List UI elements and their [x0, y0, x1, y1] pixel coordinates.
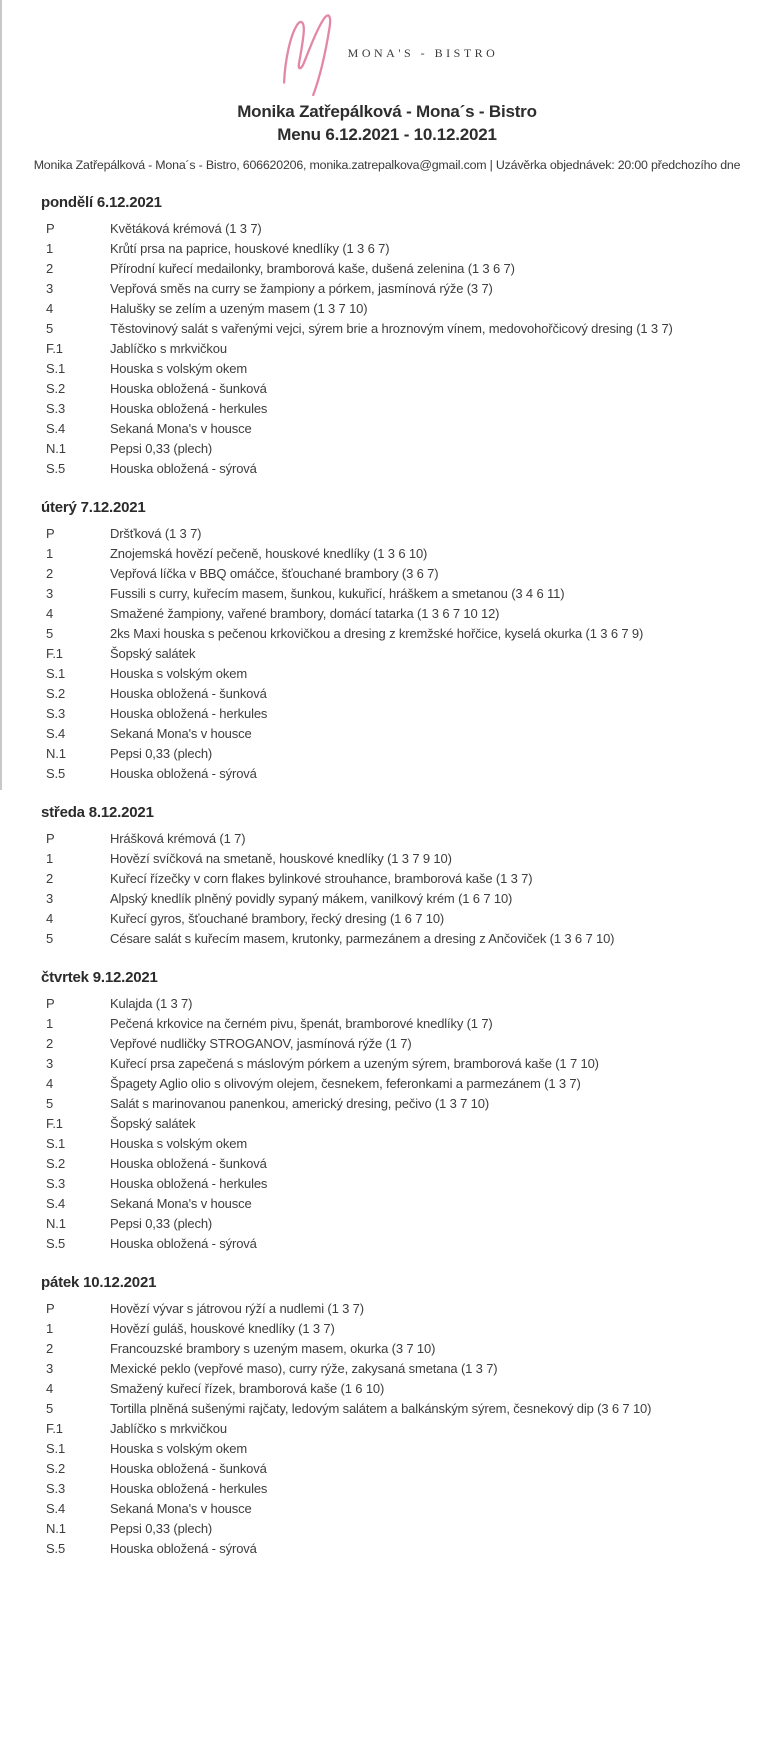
- menu-item-row: [0, 1399, 774, 1419]
- item-code: S.3: [46, 1481, 66, 1496]
- item-description: Houska obložená - sýrová: [110, 766, 257, 781]
- menu-item-row: [0, 1419, 774, 1439]
- menu-header: [0, 0, 774, 172]
- bistro-logo: [0, 10, 774, 96]
- item-code: F.1: [46, 1116, 63, 1131]
- menu-item-row: [0, 849, 774, 869]
- item-description: Přírodní kuřecí medailonky, bramborová kaše, dušená zelenina (1 3 6 7): [110, 261, 515, 276]
- logo-m-monogram-icon: [276, 10, 338, 96]
- item-code: F.1: [46, 341, 63, 356]
- item-description: Smažený kuřecí řízek, bramborová kaše (1 6 10): [110, 1381, 385, 1396]
- item-code: S.2: [46, 686, 66, 701]
- day-section: [0, 194, 774, 479]
- menu-item-row: [0, 524, 774, 544]
- item-code: 1: [46, 851, 54, 866]
- menu-days: [0, 172, 774, 1559]
- menu-item-row: [0, 829, 774, 849]
- menu-item-row: [0, 869, 774, 889]
- item-description: Kuřecí prsa zapečená s máslovým pórkem a uzeným sýrem, bramborová kaše (1 7 10): [110, 1056, 599, 1071]
- menu-item-row: [0, 564, 774, 584]
- item-description: Sekaná Mona's v housce: [110, 421, 252, 436]
- item-description: Houska obložená - herkules: [110, 1481, 268, 1496]
- item-description: Sekaná Mona's v housce: [110, 1501, 252, 1516]
- menu-item-row: [0, 279, 774, 299]
- menu-item-row: [0, 724, 774, 744]
- item-description: Halušky se zelím a uzeným masem (1 3 7 10): [110, 301, 368, 316]
- contact-line: Monika Zatřepálková - Mona´s - Bistro, 606620206, monika.zatrepalkova@gmail.com | Uzávěrka objednávek: 20:00 předchozího dne: [33, 158, 741, 172]
- item-code: P: [46, 831, 55, 846]
- item-code: S.3: [46, 1176, 66, 1191]
- item-description: Pečená krkovice na černém pivu, špenát, bramborové knedlíky (1 7): [110, 1016, 493, 1031]
- menu-item-row: [0, 764, 774, 784]
- item-description: Smažené žampiony, vařené brambory, domácí tatarka (1 3 6 7 10 12): [110, 606, 500, 621]
- item-description: Houska obložená - sýrová: [110, 461, 257, 476]
- menu-item-row: [0, 439, 774, 459]
- item-description: Krůtí prsa na paprice, houskové knedlíky (1 3 6 7): [110, 241, 390, 256]
- menu-item-row: [0, 584, 774, 604]
- day-section: [0, 499, 774, 784]
- menu-item-row: [0, 1299, 774, 1319]
- menu-item-row: [0, 1439, 774, 1459]
- menu-item-row: [0, 929, 774, 949]
- item-description: Houska obložená - herkules: [110, 401, 268, 416]
- menu-item-row: [0, 1034, 774, 1054]
- item-description: Špagety Aglio olio s olivovým olejem, česnekem, feferonkami a parmezánem (1 3 7): [110, 1076, 581, 1091]
- logo-brand-text: MONA'S - BISTRO: [347, 45, 499, 60]
- item-description: Pepsi 0,33 (plech): [110, 441, 213, 456]
- menu-item-row: [0, 1094, 774, 1114]
- item-description: Vepřová líčka v BBQ omáčce, šťouchané brambory (3 6 7): [110, 566, 439, 581]
- item-code: P: [46, 1301, 55, 1316]
- item-code: 4: [46, 911, 54, 926]
- menu-item-row: [0, 644, 774, 664]
- item-code: S.4: [46, 1196, 66, 1211]
- item-code: 1: [46, 546, 54, 561]
- item-code: S.1: [46, 361, 66, 376]
- item-code: S.4: [46, 726, 66, 741]
- item-code: 3: [46, 281, 54, 296]
- item-description: Hrášková krémová (1 7): [110, 831, 246, 846]
- menu-item-row: [0, 1154, 774, 1174]
- menu-item-row: [0, 889, 774, 909]
- item-code: 1: [46, 1321, 54, 1336]
- item-description: Jablíčko s mrkvičkou: [110, 341, 227, 356]
- menu-item-row: [0, 744, 774, 764]
- menu-item-row: [0, 399, 774, 419]
- item-description: Kuřecí řízečky v corn flakes bylinkové strouhance, bramborová kaše (1 3 7): [110, 871, 533, 886]
- item-description: Houska s volským okem: [110, 361, 248, 376]
- menu-item-row: [0, 544, 774, 564]
- menu-item-row: [0, 1174, 774, 1194]
- item-description: Šopský salátek: [110, 646, 196, 661]
- menu-item-row: [0, 1114, 774, 1134]
- day-heading: pondělí 6.12.2021: [41, 194, 162, 211]
- item-code: S.1: [46, 1136, 66, 1151]
- item-description: Alpský knedlík plněný povidly sypaný mákem, vanilkový krém (1 6 7 10): [110, 891, 513, 906]
- item-code: P: [46, 526, 55, 541]
- item-code: S.2: [46, 1461, 66, 1476]
- item-code: 3: [46, 1361, 54, 1376]
- item-description: Kulajda (1 3 7): [110, 996, 193, 1011]
- item-description: Kuřecí gyros, šťouchané brambory, řecký dresing (1 6 7 10): [110, 911, 445, 926]
- page-title: Monika Zatřepálková - Mona´s - Bistro: [237, 102, 537, 121]
- item-description: Sekaná Mona's v housce: [110, 1196, 252, 1211]
- menu-item-row: [0, 319, 774, 339]
- item-code: S.5: [46, 1541, 66, 1556]
- menu-item-row: [0, 1319, 774, 1339]
- item-code: S.5: [46, 461, 66, 476]
- day-section: [0, 804, 774, 949]
- item-description: Houska s volským okem: [110, 666, 248, 681]
- item-description: Houska obložená - herkules: [110, 1176, 268, 1191]
- item-code: N.1: [46, 746, 66, 761]
- item-description: Houska s volským okem: [110, 1441, 248, 1456]
- menu-item-row: [0, 1459, 774, 1479]
- item-code: 3: [46, 891, 54, 906]
- item-description: Znojemská hovězí pečeně, houskové knedlíky (1 3 6 10): [110, 546, 428, 561]
- item-code: F.1: [46, 1421, 63, 1436]
- item-description: Houska obložená - sýrová: [110, 1541, 257, 1556]
- item-code: 1: [46, 1016, 54, 1031]
- item-code: 1: [46, 241, 54, 256]
- item-code: 2: [46, 1341, 54, 1356]
- item-code: 5: [46, 626, 54, 641]
- item-code: S.3: [46, 401, 66, 416]
- day-heading: pátek 10.12.2021: [41, 1274, 157, 1291]
- item-description: 2ks Maxi houska s pečenou krkovičkou a dresing z kremžské hořčice, kyselá okurka (1 3 6 7 9): [110, 626, 644, 641]
- item-description: Vepřová směs na curry se žampiony a pórkem, jasmínová rýže (3 7): [110, 281, 493, 296]
- menu-item-row: [0, 379, 774, 399]
- menu-item-row: [0, 299, 774, 319]
- item-code: P: [46, 996, 55, 1011]
- menu-item-row: [0, 459, 774, 479]
- menu-item-row: [0, 1214, 774, 1234]
- item-code: 3: [46, 1056, 54, 1071]
- item-code: S.4: [46, 421, 66, 436]
- item-description: Těstovinový salát s vařenými vejci, sýrem brie a hroznovým vínem, medovohořčicový dresing (1 3 7): [110, 321, 673, 336]
- menu-item-row: [0, 624, 774, 644]
- item-description: Francouzské brambory s uzeným masem, okurka (3 7 10): [110, 1341, 436, 1356]
- menu-item-row: [0, 1134, 774, 1154]
- item-description: Vepřové nudličky STROGANOV, jasmínová rýže (1 7): [110, 1036, 412, 1051]
- menu-item-row: [0, 1479, 774, 1499]
- item-description: Jablíčko s mrkvičkou: [110, 1421, 227, 1436]
- item-code: S.5: [46, 766, 66, 781]
- item-description: Houska obložená - šunková: [110, 381, 267, 396]
- item-description: Hovězí guláš, houskové knedlíky (1 3 7): [110, 1321, 335, 1336]
- day-section: [0, 1274, 774, 1559]
- item-description: Houska obložená - šunková: [110, 1461, 267, 1476]
- item-code: S.2: [46, 381, 66, 396]
- item-description: Hovězí svíčková na smetaně, houskové knedlíky (1 3 7 9 10): [110, 851, 452, 866]
- item-description: Houska obložená - herkules: [110, 706, 268, 721]
- item-code: P: [46, 221, 55, 236]
- menu-item-row: [0, 664, 774, 684]
- item-code: 4: [46, 606, 54, 621]
- item-description: Houska obložená - sýrová: [110, 1236, 257, 1251]
- item-code: 5: [46, 1096, 54, 1111]
- item-description: Květáková krémová (1 3 7): [110, 221, 262, 236]
- menu-item-row: [0, 1519, 774, 1539]
- menu-item-row: [0, 1234, 774, 1254]
- item-code: 2: [46, 566, 54, 581]
- item-description: Pepsi 0,33 (plech): [110, 1521, 213, 1536]
- menu-item-row: [0, 1014, 774, 1034]
- item-description: Hovězí vývar s játrovou rýží a nudlemi (1 3 7): [110, 1301, 364, 1316]
- menu-item-row: [0, 1074, 774, 1094]
- day-heading: středa 8.12.2021: [41, 804, 154, 821]
- item-code: S.2: [46, 1156, 66, 1171]
- day-section: [0, 969, 774, 1254]
- item-description: Mexické peklo (vepřové maso), curry rýže, zakysaná smetana (1 3 7): [110, 1361, 498, 1376]
- item-code: 2: [46, 1036, 54, 1051]
- menu-item-row: [0, 1359, 774, 1379]
- menu-item-row: [0, 1194, 774, 1214]
- item-description: Césare salát s kuřecím masem, krutonky, parmezánem a dresing z Ančoviček (1 3 6 7 10): [110, 931, 615, 946]
- item-code: 4: [46, 1381, 54, 1396]
- menu-item-row: [0, 419, 774, 439]
- menu-item-row: [0, 219, 774, 239]
- menu-item-row: [0, 359, 774, 379]
- menu-item-row: [0, 239, 774, 259]
- left-frame-border: [0, 0, 2, 790]
- menu-item-row: [0, 1539, 774, 1559]
- item-code: 2: [46, 261, 54, 276]
- item-code: 3: [46, 586, 54, 601]
- item-code: 5: [46, 931, 54, 946]
- item-description: Salát s marinovanou panenkou, americký dresing, pečivo (1 3 7 10): [110, 1096, 490, 1111]
- menu-item-row: [0, 604, 774, 624]
- item-description: Houska obložená - šunková: [110, 686, 267, 701]
- menu-item-row: [0, 704, 774, 724]
- menu-item-row: [0, 1339, 774, 1359]
- menu-item-row: [0, 339, 774, 359]
- item-description: Sekaná Mona's v housce: [110, 726, 252, 741]
- item-code: S.1: [46, 666, 66, 681]
- item-description: Pepsi 0,33 (plech): [110, 746, 213, 761]
- menu-item-row: [0, 909, 774, 929]
- item-description: Pepsi 0,33 (plech): [110, 1216, 213, 1231]
- menu-item-row: [0, 1054, 774, 1074]
- menu-date-range: Menu 6.12.2021 - 10.12.2021: [277, 125, 497, 144]
- item-description: Houska obložená - šunková: [110, 1156, 267, 1171]
- item-code: F.1: [46, 646, 63, 661]
- item-code: N.1: [46, 1521, 66, 1536]
- item-code: S.1: [46, 1441, 66, 1456]
- item-description: Tortilla plněná sušenými rajčaty, ledovým salátem a balkánským sýrem, česnekový dip (3 6 7 10): [110, 1401, 652, 1416]
- item-code: S.4: [46, 1501, 66, 1516]
- item-code: S.3: [46, 706, 66, 721]
- item-code: 5: [46, 1401, 54, 1416]
- day-heading: čtvrtek 9.12.2021: [41, 969, 158, 986]
- menu-item-row: [0, 1499, 774, 1519]
- menu-item-row: [0, 1379, 774, 1399]
- item-code: 4: [46, 1076, 54, 1091]
- item-description: Fussili s curry, kuřecím masem, šunkou, kukuřicí, hráškem a smetanou (3 4 6 11): [110, 586, 565, 601]
- item-code: 5: [46, 321, 54, 336]
- menu-item-row: [0, 994, 774, 1014]
- item-code: N.1: [46, 1216, 66, 1231]
- day-heading: úterý 7.12.2021: [41, 499, 146, 516]
- item-code: 2: [46, 871, 54, 886]
- item-code: N.1: [46, 441, 66, 456]
- item-description: Houska s volským okem: [110, 1136, 248, 1151]
- menu-item-row: [0, 684, 774, 704]
- item-code: S.5: [46, 1236, 66, 1251]
- item-description: Šopský salátek: [110, 1116, 196, 1131]
- menu-item-row: [0, 259, 774, 279]
- item-description: Dršťková (1 3 7): [110, 526, 202, 541]
- item-code: 4: [46, 301, 54, 316]
